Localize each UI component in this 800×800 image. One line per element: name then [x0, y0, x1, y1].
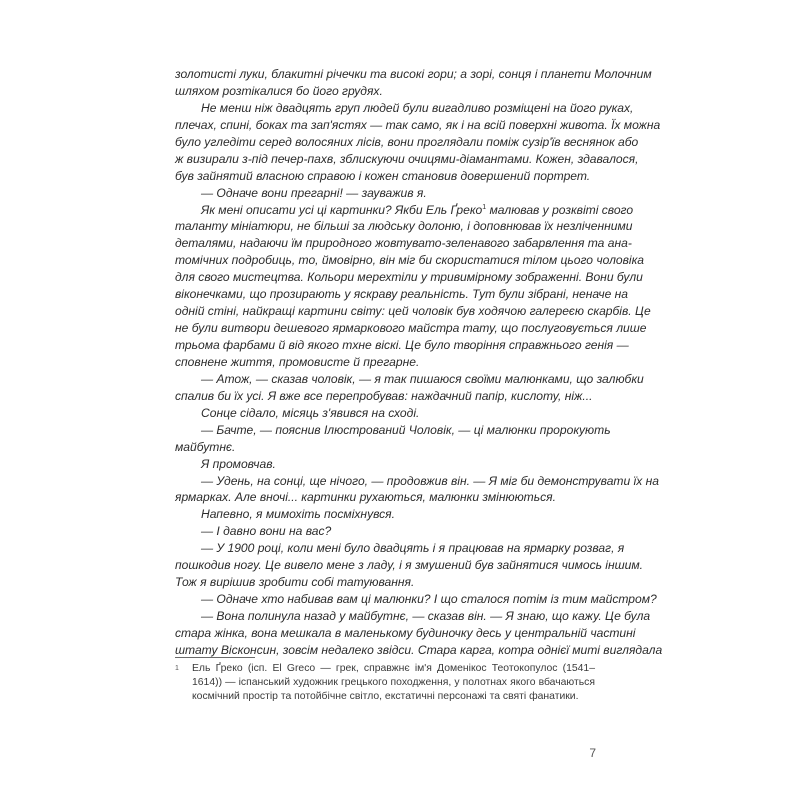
- text-line: [175, 456, 595, 473]
- text-line-content: трьома фарбами й від якого тхне віскі. Це було творіння справжнього генія —: [175, 338, 629, 352]
- footnote-line: [175, 662, 595, 676]
- text-line-content: майбутнє.: [175, 439, 236, 454]
- footnote-line: [175, 690, 595, 704]
- text-line-content: малював у розквіті свого: [486, 202, 634, 217]
- body-text: [175, 66, 663, 659]
- text-line-content: таланту мініатюри, не більші за людську долоню, і доповнював їх незліченними: [175, 219, 633, 234]
- text-line-content: спалив би їх усі. Я вже все перепробував: наждачний папір, кислоту, ніж...: [175, 388, 593, 403]
- text-line: [175, 66, 652, 83]
- text-line-content: томічних подробиць, то, ймовірно, він міг би скористатися тілом цього чоловіка: [175, 253, 644, 268]
- text-line: [175, 83, 595, 100]
- text-line: [175, 117, 661, 134]
- text-line: [175, 371, 644, 388]
- footnote-line-content: Ель Ґреко (ісп. El Greco — грек, справжнє ім'я Доменікос Теотокопулос (1541–: [192, 663, 595, 674]
- text-line-content: пошкодив ногу. Це вивело мене з ладу, і я змушений був зайнятися чимось іншим.: [175, 558, 644, 573]
- footnote-divider: [175, 657, 255, 658]
- text-line-content: — Удень, на сонці, ще нічого, — продовжив він. — Я міг би демонструвати їх на: [201, 473, 659, 488]
- text-line-content: Я промовчав.: [201, 456, 276, 471]
- text-line-content: — Бачте, — пояснив Ілюстрований Чоловік, — ці малюнки пророкують: [201, 422, 611, 437]
- text-line: [175, 320, 647, 337]
- text-line: [175, 506, 595, 523]
- text-line-content: — Атож, — сказав чоловік, — я так пишаюся своїми малюнками, що залюбки: [201, 371, 644, 386]
- text-line: [175, 422, 611, 439]
- footnote: [175, 662, 595, 704]
- text-line: [175, 235, 632, 252]
- text-line-content: — Одначе хто набивав вам ці малюнки? І що сталося потім із тим майстром?: [201, 592, 657, 607]
- text-line-content: не були витвори дешевого ярмаркового майстра тату, що послуговується лише: [175, 321, 647, 336]
- text-line: [175, 540, 625, 557]
- text-line: [175, 608, 651, 625]
- text-line-content: Напевно, я мимохіть посміхнувся.: [201, 507, 395, 522]
- footnote-reference: 1: [482, 203, 487, 211]
- text-line-content: сповнене життя, промовисте й прегарне.: [175, 354, 420, 369]
- text-line-content: було угледіти серед волосяних лісів, вони проглядали поміж сузір'їв веснянок або: [175, 134, 639, 149]
- text-line: [175, 489, 595, 506]
- text-line: [175, 252, 644, 269]
- text-line-content: Як мені описати усі ці картинки? Якби Ель Ґреко: [201, 202, 483, 217]
- text-line: [175, 218, 633, 235]
- footnote-mark: 1: [175, 665, 179, 672]
- page-number: 7: [589, 746, 596, 760]
- text-line-content: Тож я вирішив зробити собі татуювання.: [175, 575, 415, 590]
- text-line: [175, 473, 659, 490]
- text-line: [175, 337, 629, 354]
- text-line: [175, 100, 634, 117]
- text-line: [175, 439, 595, 456]
- text-line-content: — Вона полинула назад у майбутнє, — сказав він. — Я знаю, що кажу. Це була: [201, 609, 651, 623]
- text-line: [175, 591, 657, 608]
- footnote-line: [175, 676, 595, 690]
- text-line-content: золотисті луки, блакитні річечки та високі гори; а зорі, сонця і планети Молочним: [175, 67, 652, 81]
- text-line: [175, 303, 651, 320]
- text-line-content: ярмарках. Але вночі... картинки рухаються, малюнки змінюються.: [175, 490, 556, 505]
- text-line: [175, 168, 595, 185]
- text-line: [175, 151, 639, 168]
- text-line: [175, 388, 595, 405]
- text-line: [175, 202, 634, 219]
- text-line: [175, 286, 628, 303]
- text-line: [175, 574, 595, 591]
- text-line-content: стара жінка, вона мешкала в маленькому будиночку десь у центральній частині: [175, 625, 636, 640]
- text-line-content: Сонце сідало, місяць з'явився на сході.: [201, 405, 420, 420]
- text-line: [175, 405, 595, 422]
- text-line-content: віконечками, що прозирають у яскраву реальність. Тут були зібрані, неначе на: [175, 287, 628, 302]
- text-line-content: — Одначе вони прегарні! — зауважив я.: [201, 185, 427, 200]
- text-line-content: штату Вісконсин, зовсім недалеко звідси. Стара карга, котра однієї миті виглядала: [175, 642, 663, 657]
- footnote-line-content: 1614)) — іспанський художник грецького походження, у полотнах якого вбачаються: [192, 677, 595, 689]
- text-line-content: плечах, спині, боках та зап'ястях — так само, як і на всій поверхні живота. Їх можна: [175, 117, 661, 132]
- footnote-line-content: космічний простір та потойбічне світло, екстатичні персонажі та святі фанатики.: [192, 691, 579, 703]
- text-line-content: — У 1900 році, коли мені було двадцять і я працював на ярмарку розваг, я: [201, 541, 625, 556]
- text-line-content: Не менш ніж двадцять груп людей були вигадливо розміщені на його руках,: [201, 100, 634, 115]
- text-line-content: був зайнятий власною справою і кожен становив довершений портрет.: [175, 168, 591, 183]
- text-line-content: ж визирали з-під печер-пахв, зблискуючи очицями-діамантами. Кожен, здавалося,: [175, 151, 639, 166]
- text-line: [175, 523, 595, 540]
- text-line: [175, 625, 636, 642]
- text-line-content: для свого мистецтва. Кольори мерехтіли у тривимірному зображенні. Вони були: [175, 270, 643, 285]
- text-line-content: одній стіні, найкращі картини світу: цей чоловік був ходячою галереєю скарбів. Це: [175, 304, 651, 319]
- text-line: [175, 557, 644, 574]
- text-line-content: шляхом розтікалися бо його грудях.: [175, 83, 383, 98]
- text-line: [175, 354, 595, 371]
- text-line: [175, 185, 595, 202]
- text-line: [175, 134, 639, 151]
- text-line: [175, 269, 643, 286]
- text-line-content: — І давно вони на вас?: [201, 524, 332, 539]
- text-line-content: деталями, надаючи їм природного жовтувато-зеленавого забарвлення та ана-: [175, 236, 632, 251]
